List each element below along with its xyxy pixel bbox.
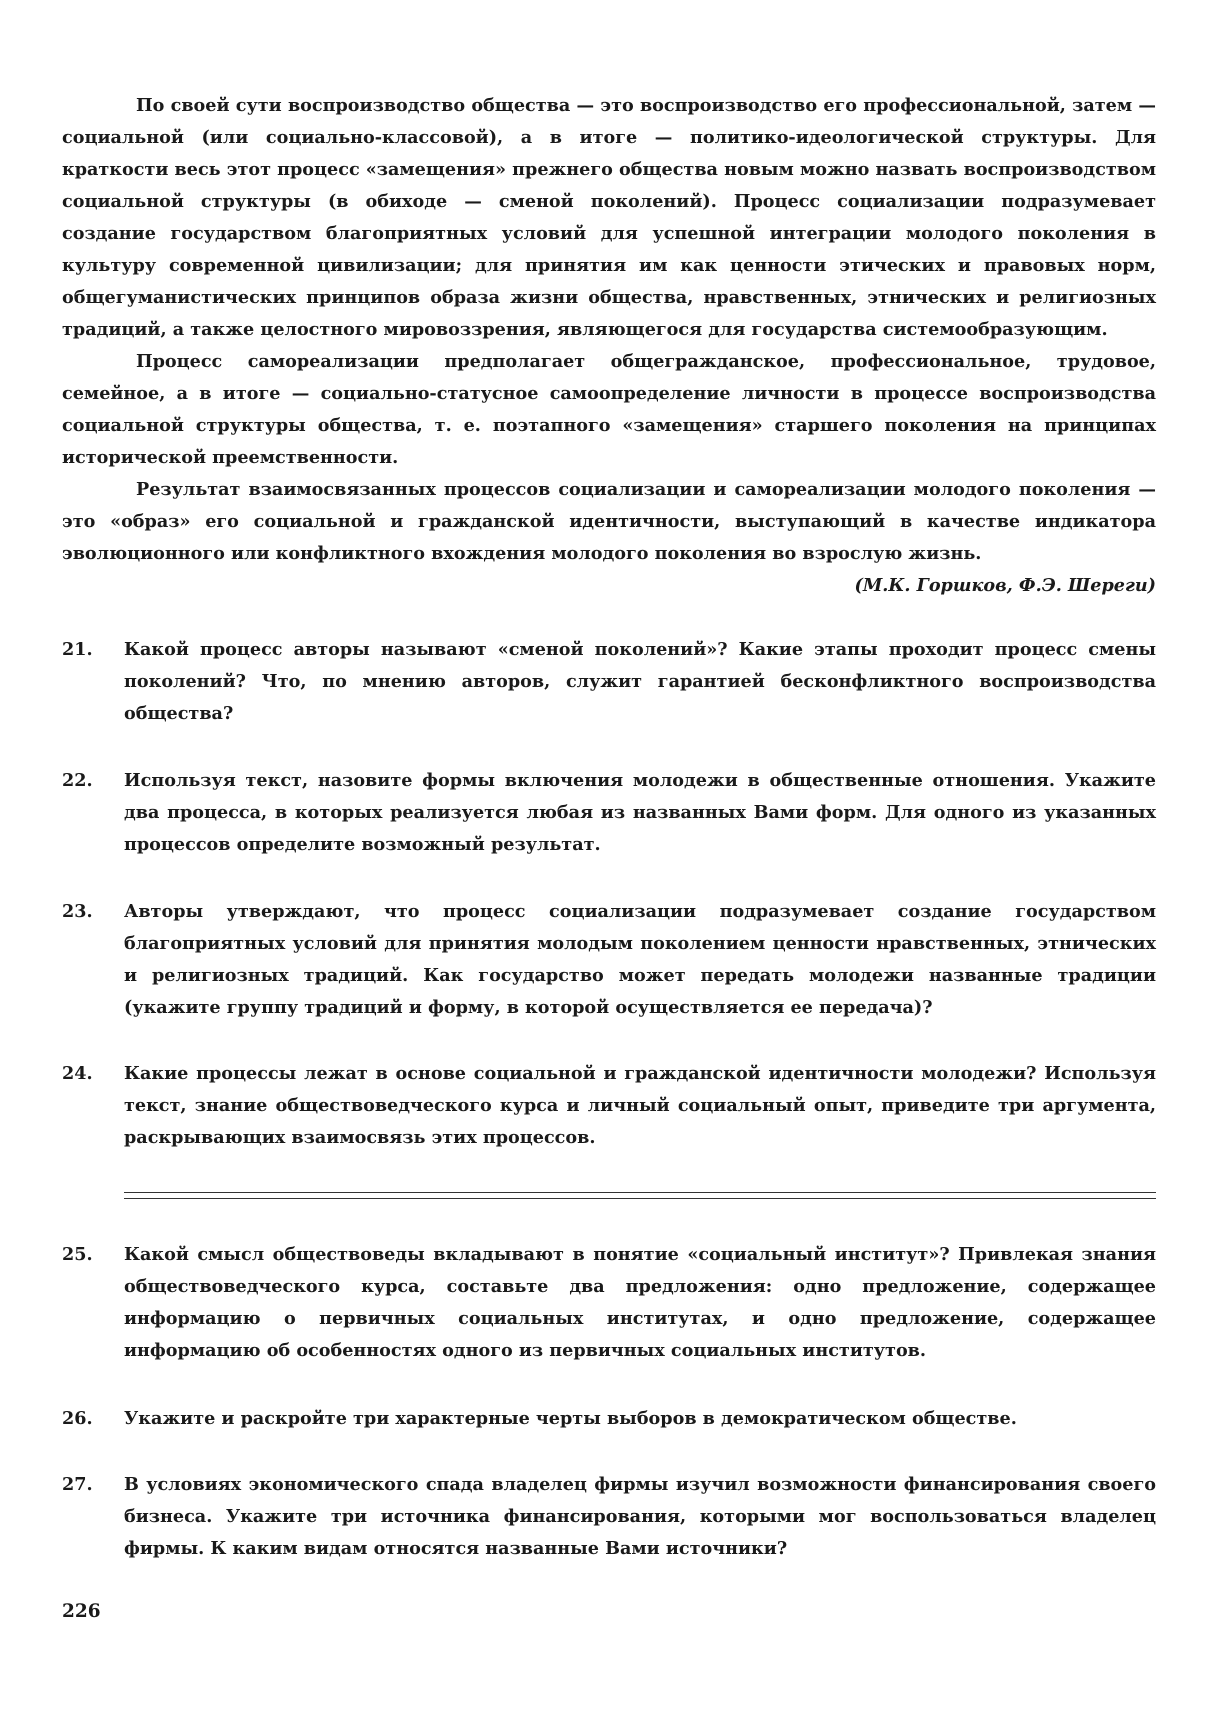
question-22: [62, 765, 1156, 861]
text-paragraph: Процесс самореализации предполагает общегражданское, профессиональное, трудовое, семейное, а в итоге — социально-статусное самоопределение личности в процессе воспроизводства социальной структуры общества, т. е. поэтапного «замещения» старшего поколения на принципах исторической преемственности.: [62, 351, 1156, 468]
question-25: [62, 1239, 1156, 1367]
question-number: 25.: [62, 1244, 93, 1265]
question-27: [62, 1469, 1156, 1565]
text-paragraph: Результат взаимосвязанных процессов социализации и самореализации молодого поколения — это «образ» его социальной и гражданской идентичности, выступающий в качестве индикатора эволюционного или конфликтного вхождения молодого поколения во взрослую жизнь.: [62, 479, 1156, 564]
question-number: 23.: [62, 901, 93, 922]
question-24: [62, 1058, 1156, 1154]
question-text: Какие процессы лежат в основе социальной и гражданской идентичности молодежи? Используя текст, знание обществоведческого курса и личный социальный опыт, приведите три аргумента, раскрывающих взаимосвязь этих процессов.: [124, 1063, 1156, 1148]
text-paragraph: По своей сути воспроизводство общества — это воспроизводство его профессиональной, затем — социальной (или социально-классовой), а в итоге — политико-идеологической структуры. Для краткости весь этот процесс «замещения» прежнего общества новым можно назвать воспроизводством социальной структуры (в обиходе — сменой поколений). Процесс социализации подразумевает создание государством благоприятных условий для успешной интеграции молодого поколения в культуру современной цивилизации; для принятия им как ценности этических и правовых норм, общегуманистических принципов образа жизни общества, нравственных, этнических и религиозных традиций, а также целостного мировоззрения, являющегося для государства системообразующим.: [62, 95, 1156, 340]
question-text: В условиях экономического спада владелец фирмы изучил возможности финансирования своего бизнеса. Укажите три источника финансирования, которыми мог воспользоваться владелец фирмы. К каким видам относятся названные Вами источники?: [124, 1474, 1156, 1559]
question-number: 27.: [62, 1474, 93, 1495]
text-attribution: (М.К. Горшков, Ф.Э. Шереги): [854, 575, 1156, 596]
question-text: Используя текст, назовите формы включения молодежи в общественные отношения. Укажите два процесса, в которых реализуется любая из названных Вами форм. Для одного из указанных процессов определите возможный результат.: [124, 770, 1156, 855]
question-number: 22.: [62, 770, 93, 791]
question-text: Какой процесс авторы называют «сменой поколений»? Какие этапы проходит процесс смены поколений? Что, по мнению авторов, служит гарантией бесконфликтного воспроизводства общества?: [124, 639, 1156, 724]
question-text: Авторы утверждают, что процесс социализации подразумевает создание государством благоприятных условий для принятия молодым поколением ценности нравственных, этнических и религиозных традиций. Как государство может передать молодежи названные традиции (укажите группу традиций и форму, в которой осуществляется ее передача)?: [124, 901, 1156, 1018]
question-number: 21.: [62, 639, 93, 660]
question-number: 24.: [62, 1063, 93, 1084]
question-text: Какой смысл обществоведы вкладывают в понятие «социальный институт»? Привлекая знания обществоведческого курса, составьте два предложения: одно предложение, содержащее информацию о первичных социальных институтах, и одно предложение, содержащее информацию об особенностях одного из первичных социальных институтов.: [124, 1244, 1156, 1361]
page-number: 226: [62, 1601, 101, 1622]
section-divider: [124, 1192, 1156, 1199]
source-text: [62, 90, 1156, 602]
question-number: 26.: [62, 1408, 93, 1429]
question-21: [62, 634, 1156, 730]
question-26: [62, 1403, 1156, 1435]
question-text: Укажите и раскройте три характерные черты выборов в демократическом обществе.: [124, 1408, 1017, 1429]
question-23: [62, 896, 1156, 1024]
